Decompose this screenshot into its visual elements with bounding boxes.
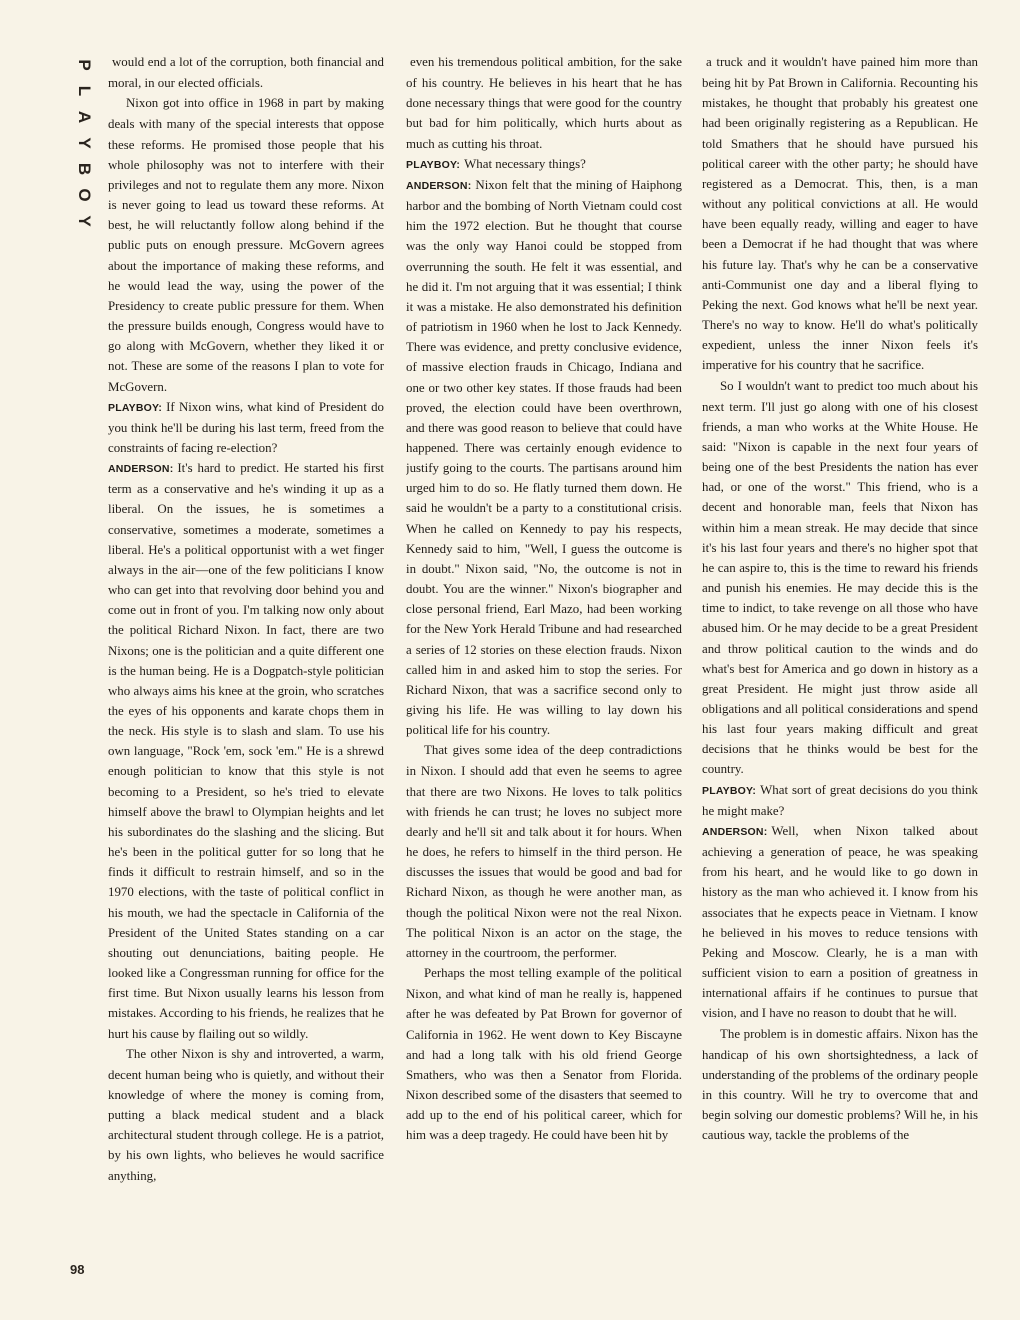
paragraph	[702, 52, 978, 376]
paragraph	[702, 376, 978, 780]
paragraph	[406, 154, 682, 175]
speaker-label: PLAYBOY:	[108, 401, 163, 414]
magazine-vertical-title	[70, 52, 98, 234]
text-column-3	[702, 52, 978, 1307]
paragraph-text: What sort of great decisions do you think he might make?	[702, 782, 978, 818]
paragraph-text: So I wouldn't want to predict too much about his next term. I'll just go along with one of his closest friends, a man who works at the White House. He said: "Nixon is capable in the next four years of being one of the best Presidents the nation has ever had, or one of the worst." This friend, who is a decent and honorable man, feels that Nixon has within him a mean streak. He may decide that since it's his last four years and there's no higher spot that he can aspire to, this is the time to reward his friends and punish his enemies. He may decide this is the time to indict, to take revenge on all those who have abused him. Or he may decide to be a great President and throw political caution to the winds and do what's best for America and go down in history as a great President. He might just throw aside all obligations and all political considerations and spend his last four years making difficult and great decisions that he thinks would be best for the country.	[702, 378, 978, 777]
paragraph-text: even his tremendous political ambition, for the sake of his country. He believes in his heart that he has done necessary things that were good for the country but bad for him politically, which hurts about as much as cutting his throat.	[406, 55, 682, 151]
masthead-letter: P	[75, 59, 94, 71]
paragraph	[108, 93, 384, 396]
speaker-label: ANDERSON:	[406, 179, 472, 192]
masthead-letter: O	[75, 188, 94, 202]
speaker-label: PLAYBOY:	[406, 158, 461, 171]
masthead-letter: B	[75, 162, 94, 176]
paragraph	[406, 740, 682, 963]
paragraph-text: If Nixon wins, what kind of President do you think he'll be during his last term, freed from the constraints of facing re-election?	[108, 399, 384, 455]
masthead-letter: Y	[75, 137, 94, 149]
masthead-letter: Y	[75, 215, 94, 227]
speaker-label: PLAYBOY:	[702, 784, 757, 797]
paragraph-text: What necessary things?	[464, 156, 586, 171]
masthead-letter: A	[75, 110, 94, 124]
paragraph	[108, 458, 384, 1044]
paragraph-text: would end a lot of the corruption, both financial and moral, in our elected officials.	[108, 55, 384, 91]
paragraph-text: The other Nixon is shy and introverted, a warm, decent human being who is quietly, and without their knowledge of where the money is coming from, putting a black medical student and a black architectural student through college. He is a patriot, by his own lights, who believes he would sacrifice anything,	[108, 1046, 384, 1183]
text-column-2	[406, 52, 682, 1307]
paragraph-text: Well, when Nixon talked about achieving a generation of peace, he was speaking from his heart, and he would like to go down in history as the man who achieved it. I know from his associates that he expects peace in Vietnam. I know he believed in his moves to reduce tensions with Peking and Moscow. Clearly, he is a man with sufficient vision to earn a position of greatness in international affairs if he continues to pursue that vision, and I have no reason to doubt that he will.	[702, 823, 978, 1021]
paragraph-text: a truck and it wouldn't have pained him more than being hit by Pat Brown in California. Recounting his mistakes, he thought that probably his greatest one had been originally registering as a Republican. He told Smathers that he should have pursued his political career with the other party; he should have registered as a Democrat. This, then, is a man without any political convictions at all. He would have been equally ready, willing and eager to have been a Democrat if he had thought that was where his future lay. That's why he can be a conservative anti-Communist one day and a liberal flying to Peking the next. God knows what he'll be next year. There's no way to know. He'll do what's politically expedient, unless the inner Nixon feels it's imperative for his country that he sacrifice.	[702, 55, 978, 373]
paragraph-text: Nixon felt that the mining of Haiphong harbor and the bombing of North Vietnam could cost him the 1972 election. But he thought that course was the only way Hanoi could be stopped from overrunning the south. He felt it was essential, and he did it. I'm not arguing that it was essential; I think it was a mistake. He also demonstrated his definition of patriotism in 1960 when he lost to Jack Kennedy. There was evidence, and pretty conclusive evidence, of massive election frauds in Chicago, Indiana and one or two other key states. If those frauds had been proved, the election could have been overthrown, and there was good reason to believe that could have happened. There was certainly enough evidence to justify going to the courts. The partisans around him urged him to do so. He flatly turned them down. He said he wouldn't be a party to a constitutional crisis. When he called on Kennedy to pay his respects, Kennedy said to him, "Well, I guess the outcome is in doubt." Nixon said, "No, the outcome is not in doubt. You are the winner." Nixon's biographer and close personal friend, Earl Mazo, had been working for the New York Herald Tribune and had researched a series of 12 stories on these election frauds. Nixon called him in and asked him to stop the series. For Richard Nixon, that was a sacrifice second only to giving his life. He was willing to lay down his political life for his country.	[406, 177, 682, 738]
speaker-label: ANDERSON:	[108, 463, 174, 476]
paragraph	[108, 52, 384, 93]
paragraph	[406, 175, 682, 740]
paragraph-text: Nixon got into office in 1968 in part by making deals with many of the special interests that oppose these reforms. He promised those people that his whole philosophy was not to interfere with their privileges and not to regulate them any more. Nixon is never going to lead us toward these reforms. At best, he will reluctantly follow along behind if the public puts on enough pressure. McGovern agrees about the importance of making these reforms, and he would lead the way, using the power of the Presidency to create public pressure for them. When the pressure builds enough, Congress would have to go along with McGovern, whether they liked it or not. These are some of the reasons I plan to vote for McGovern.	[108, 96, 384, 394]
paragraph	[702, 780, 978, 821]
page-number: 98	[70, 1262, 85, 1277]
paragraph-text: That gives some idea of the deep contradictions in Nixon. I should add that even he seems to agree that there are two Nixons. He loves to talk politics with friends he can trust; he loves no subject more dearly and he'll sit and talk about it for hours. When he does, he refers to himself in the third person. He discusses the issues that would be good and bad for Richard Nixon, as though he were another man, as though the political Nixon were not the real Nixon. The political Nixon is an actor on the stage, the attorney in the courtroom, the performer.	[406, 743, 682, 960]
speaker-label: ANDERSON:	[702, 825, 768, 838]
paragraph-text: It's hard to predict. He started his first term as a conservative and he's winding it up as a liberal. On the issues, he is sometimes a conservative, sometimes a moderate, sometimes a liberal. He's a political opportunist with a wet finger always in the air—one of the few politicians I know who can get into that revolving door behind you and come out in front of you. I'm talking now only about the political Richard Nixon. In fact, there are two Nixons; one is the politician and a quite different one is the human being. He is a Dogpatch-style politician who always aims his knee at the groin, who scratches the eyes of his opponents and karate chops them in the neck. His style is to slash and slam. To use his own language, "Rock 'em, sock 'em." He is a shrewd enough politician to know that this style is not becoming to a President, so he's tried to elevate himself above the brawl to Olympian heights and let his subordinates do the slashing and the slicing. But he's been in the political gutter for so long that he finds it difficult to restrain himself, and so in the 1970 elections, with the taste of political conflict in his mouth, we had the spectacle in California of the President of the United States standing on a car shouting out denunciations, baiting people. He looked like a Congressman running for office for the first time. But Nixon usually learns his lesson from mistakes. According to his friends, he realizes that he hurt his cause by flailing out so wildly.	[108, 461, 384, 1041]
paragraph	[702, 821, 978, 1024]
text-column-1	[108, 52, 384, 1307]
paragraph	[406, 52, 682, 154]
paragraph-text: Perhaps the most telling example of the political Nixon, and what kind of man he really is, happened after he was defeated by Pat Brown for governor of California in 1962. He went down to Key Biscayne and had a long talk with his old friend George Smathers, who was then a Senator from Florida. Nixon described some of the disasters that seemed to add up to the end of his political career, which for him was a deep tragedy. He could have been hit by	[406, 966, 682, 1143]
paragraph	[406, 963, 682, 1145]
paragraph-text: The problem is in domestic affairs. Nixon has the handicap of his own shortsightedness, a lack of understanding of the problems of the ordinary people in this country. Will he try to overcome that and begin solving our domestic problems? Will he, in his cautious way, tackle the problems of the	[702, 1026, 978, 1143]
paragraph	[108, 397, 384, 458]
paragraph	[108, 1044, 384, 1186]
masthead-letter: L	[75, 85, 94, 97]
paragraph	[702, 1024, 978, 1146]
